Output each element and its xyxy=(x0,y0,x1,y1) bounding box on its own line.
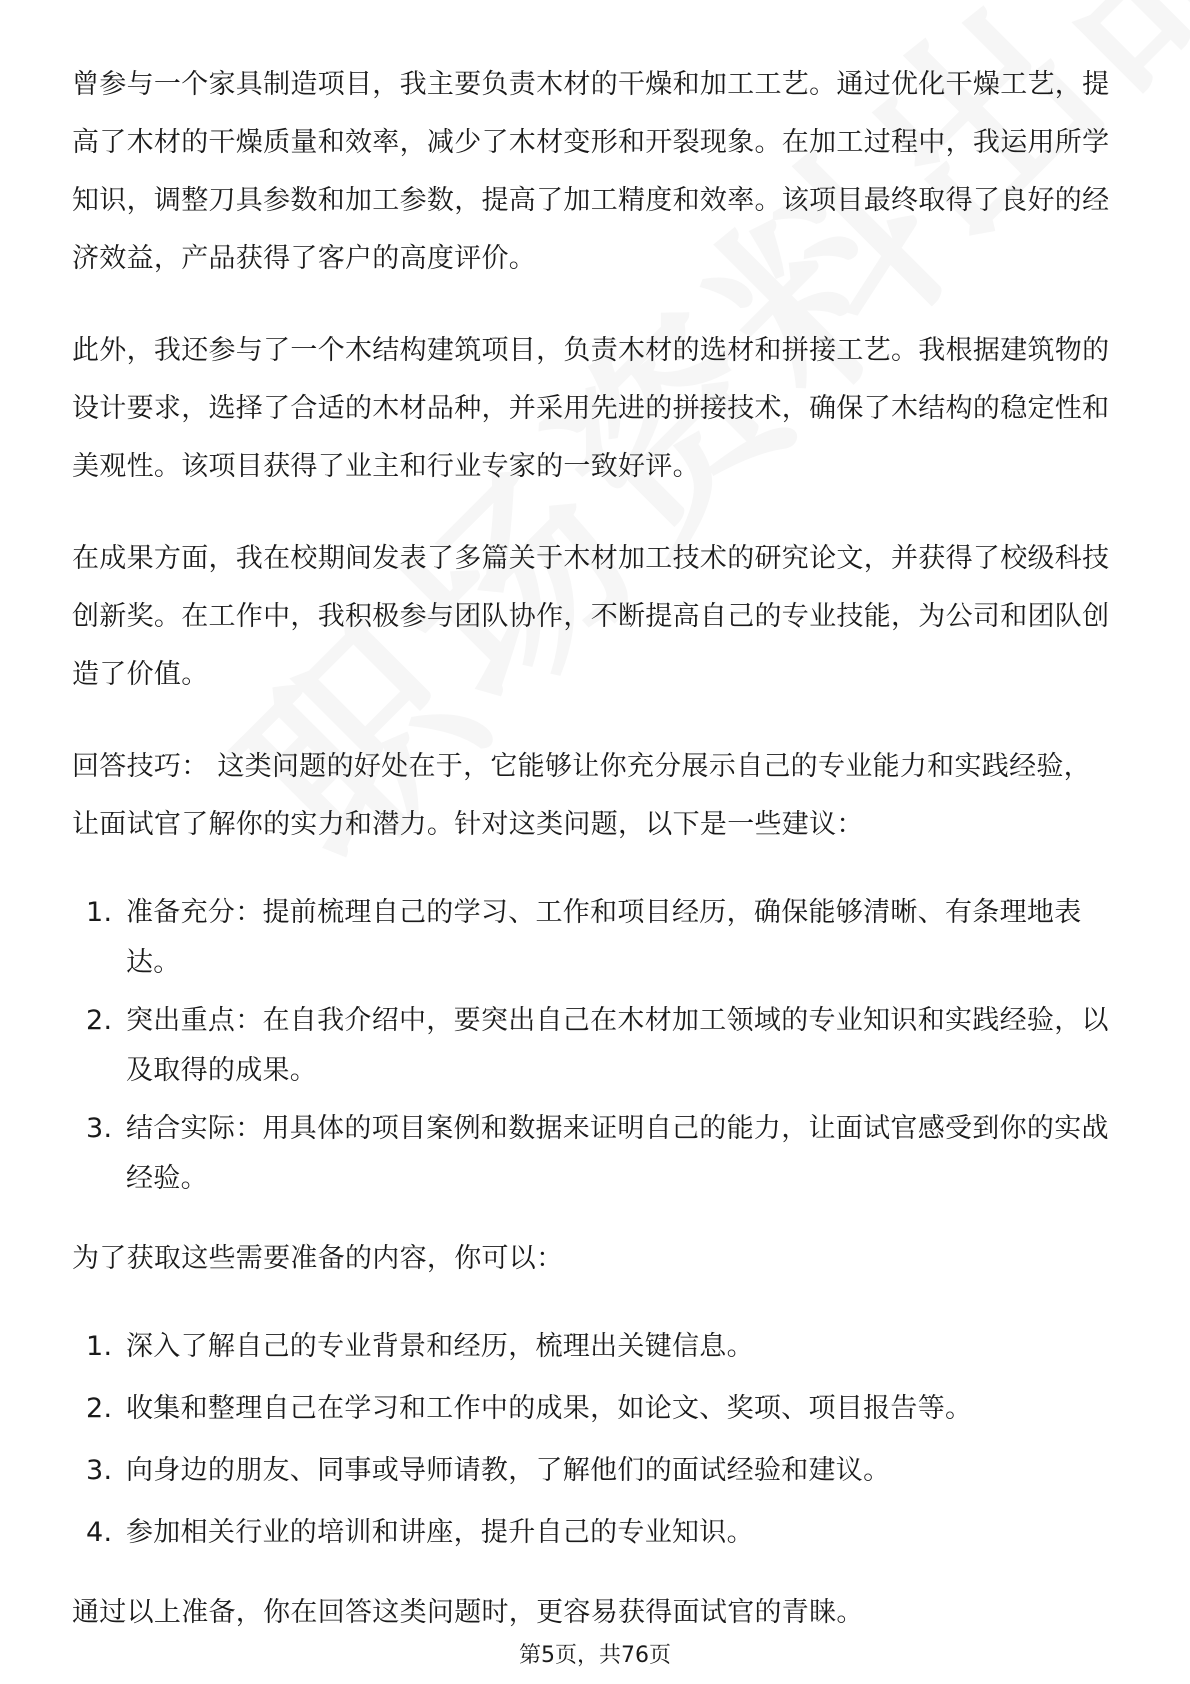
list-item xyxy=(72,1446,1118,1496)
list-item xyxy=(72,1508,1118,1558)
document-body xyxy=(72,56,1118,1676)
list-item-text: 深入了解自己的专业背景和经历，梳理出关键信息。 xyxy=(126,1331,754,1362)
list-item-text: 准备充分：提前梳理自己的学习、工作和项目经历，确保能够清晰、有条理地表达。 xyxy=(126,897,1082,978)
list-item-number: 2. xyxy=(86,1005,113,1036)
list-item-number: 1. xyxy=(86,1331,113,1362)
list-item xyxy=(72,888,1118,988)
list-item-text: 收集和整理自己在学习和工作中的成果，如论文、奖项、项目报告等。 xyxy=(126,1393,973,1424)
paragraph-answer-tips-intro: 回答技巧： 这类问题的好处在于，它能够让你充分展示自己的专业能力和实践经验，让面试官了解你的实力和潜力。针对这类问题，以下是一些建议： xyxy=(72,751,1091,840)
list-item-text: 参加相关行业的培训和讲座，提升自己的专业知识。 xyxy=(126,1517,754,1548)
list-item-number: 1. xyxy=(86,897,113,928)
list-item-number: 2. xyxy=(86,1393,113,1424)
paragraph-conclusion: 通过以上准备，你在回答这类问题时，更容易获得面试官的青睐。 xyxy=(72,1597,864,1628)
list-item xyxy=(72,1384,1118,1434)
tips-list xyxy=(72,888,1118,1204)
list-item-text: 突出重点：在自我介绍中，要突出自己在木材加工领域的专业知识和实践经验，以及取得的成果。 xyxy=(126,1005,1109,1086)
list-item-text: 向身边的朋友、同事或导师请教，了解他们的面试经验和建议。 xyxy=(126,1455,891,1486)
list-item-number: 3. xyxy=(86,1455,113,1486)
steps-list xyxy=(72,1322,1118,1558)
paragraph-furniture-project: 曾参与一个家具制造项目，我主要负责木材的干燥和加工工艺。通过优化干燥工艺，提高了木材的干燥质量和效率，减少了木材变形和开裂现象。在加工过程中，我运用所学知识，调整刀具参数和加工参数，提高了加工精度和效率。该项目最终取得了良好的经济效益，产品获得了客户的高度评价。 xyxy=(72,69,1110,274)
paragraph-achievements: 在成果方面，我在校期间发表了多篇关于木材加工技术的研究论文，并获得了校级科技创新奖。在工作中，我积极参与团队协作，不断提高自己的专业技能，为公司和团队创造了价值。 xyxy=(72,543,1110,690)
list-item-number: 3. xyxy=(86,1113,113,1144)
paragraph-timber-building-project: 此外，我还参与了一个木结构建筑项目，负责木材的选材和拼接工艺。我根据建筑物的设计要求，选择了合适的木材品种，并采用先进的拼接技术，确保了木结构的稳定性和美观性。该项目获得了业主和行业专家的一致好评。 xyxy=(72,335,1110,482)
list-item xyxy=(72,996,1118,1096)
paragraph-preparation-intro: 为了获取这些需要准备的内容，你可以： xyxy=(72,1243,564,1274)
page-number: 第5页，共76页 xyxy=(519,1643,671,1668)
list-item-number: 4. xyxy=(86,1517,113,1548)
list-item-text: 结合实际：用具体的项目案例和数据来证明自己的能力，让面试官感受到你的实战经验。 xyxy=(126,1113,1109,1194)
list-item xyxy=(72,1322,1118,1372)
list-item xyxy=(72,1104,1118,1204)
